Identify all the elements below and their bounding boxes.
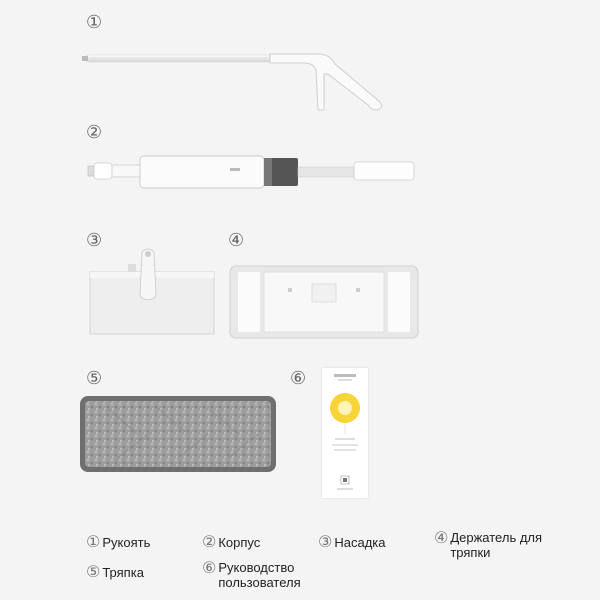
legend-label-4: Держатель для тряпки [450,530,543,560]
legend-number-1: ① [86,532,101,551]
legend-item-6 [202,560,332,590]
legend-label-3: Насадка [334,535,386,550]
legend-label-5: Тряпка [102,565,144,580]
item-number-6: ⑥ [290,368,307,389]
item-number-5: ⑤ [86,368,103,389]
cloth-holder-image [228,264,422,342]
legend-item-4 [434,530,544,560]
mop-head-image [88,242,218,340]
legend-item-3 [318,534,385,550]
legend-label-2: Корпус [218,535,261,550]
legend-number-5: ⑤ [86,562,101,581]
manual-image [322,368,368,498]
cloth-image [78,394,280,476]
item-number-1: ① [86,12,103,33]
item-number-3: ③ [86,230,103,251]
body-image [84,148,424,198]
item-number-2: ② [86,122,103,143]
legend-item-5 [86,564,144,580]
handle-image [80,40,390,120]
legend-label-6: Руководство пользователя [218,560,301,590]
item-number-4: ④ [228,230,245,251]
legend-number-2: ② [202,532,217,551]
legend-item-2 [202,534,260,550]
legend-number-3: ③ [318,532,333,551]
legend-number-4: ④ [434,528,449,547]
legend-number-6: ⑥ [202,558,217,577]
legend-label-1: Рукоять [102,535,151,550]
legend-item-1 [86,534,150,550]
